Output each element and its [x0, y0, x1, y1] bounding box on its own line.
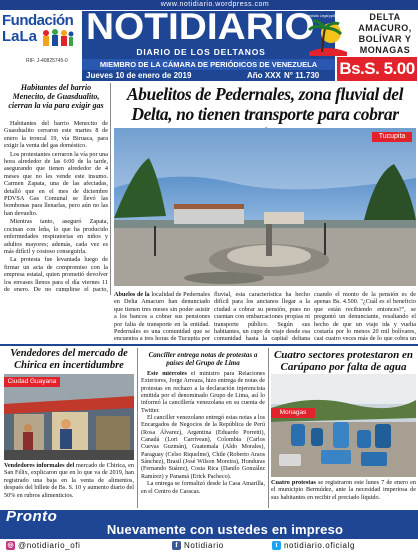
- photo-location-tag: Ciudad Guayana: [4, 377, 60, 387]
- photo-location-tag: Monagas: [271, 408, 315, 418]
- main-headline[interactable]: Abuelitos de Pedernales, zona fluvial del Delta, no tienen transporte para cobrar: [126, 84, 404, 124]
- issue-date: Jueves 10 de enero de 2019: [86, 71, 192, 80]
- bottom-right-headline[interactable]: Cuatro sectores protestaron en Carúpano por falta de agua: [273, 349, 414, 373]
- tagline: DIARIO DE LOS DELTANOS: [136, 47, 266, 57]
- section-divider: [0, 344, 418, 346]
- bottom-right-photo[interactable]: [271, 374, 416, 477]
- paragraph: El canciller venezolano entregó estas notas a los Encargados de Negocios de la República de Perú (Rosa Álvarez), Argentina (Eduardo Porretti), Canadá (Lori Carrivean), Colombia (Carlos Cuevas Guzmán), Guatemala (Aldo Morales), Paraguay (Celso Riquelme), Chile (Roberto Araos Sánchez), Brasil (José Wilson Moreira), Honduras (Fernando Suárez), Costa Rica (Danilo González Ramírez) y Panamá (Erick Pacheco).: [141, 415, 265, 480]
- left-story-body: [4, 120, 108, 292]
- twitter-handle[interactable]: notidiario.oficialg: [284, 541, 355, 550]
- price-badge: Bs.S. 5.00: [337, 57, 417, 81]
- column-text: cuando el monto de la pensión es de apenas Bs. 4.500. "¿Cuál es el beneficio que están recibiendo entonces?", se preguntó un denunciante, resaltando el hecho de que un viaje ida y vuelta costaría por lo menos 20 mil bolívares, casi cuatro veces más de lo que cobra un: [314, 291, 416, 341]
- main-story-col-3: [314, 291, 416, 341]
- lead-in: Cuatro protestas: [271, 479, 316, 486]
- region-line: BOLÍVAR Y: [358, 34, 412, 44]
- column-divider: [268, 348, 269, 508]
- website-url[interactable]: www.notidiario.wordpress.com: [160, 1, 270, 8]
- main-story-photo[interactable]: [114, 128, 416, 286]
- facebook-handle[interactable]: Notidiario: [184, 541, 224, 550]
- main-story-col-1: [114, 291, 210, 341]
- bottom-left-headline[interactable]: Vendedores del mercado de Chirica en incertidumbre: [10, 348, 128, 371]
- bottom-middle-body: [141, 371, 265, 508]
- paragraph: Los protestantes cerraron la vía por una hora alrededor de las 6:00 de la tarde, asegurando que tienen alrededor de 4 meses que no les vende este insumo. Carmen Zapata, una de las afectadas, detalló que en el mes de diciembre PDVSA Gas Comunal se llevó las bombonas para llenarlas, pero aún no las han devuelto.: [4, 150, 108, 217]
- member-line: MIEMBRO DE LA CÁMARA DE PERIÓDICOS DE VENEZUELA: [82, 59, 335, 70]
- photo-location-tag: Tucupita: [372, 132, 412, 142]
- issue-number: N° 11.730: [284, 71, 320, 80]
- paragraph: Mientras tanto, aseguró Zapata, cocinan con leña, lo que ha producido enfermedades respiratorias en niños y adultos mayores; además, cada vez es más difícil y costoso conseguirla.: [4, 218, 108, 255]
- issue-year: Año XXX: [247, 71, 281, 80]
- region-line: DELTA: [369, 12, 401, 22]
- twitter-icon[interactable]: t: [272, 541, 281, 550]
- paragraph: Habitantes del barrio Menecito de Guasdualito cerraron este martes 8 de enero la troncal 19, vía Biruaca, para exigir la venta del gas doméstico.: [4, 120, 108, 150]
- bottom-right-body: [271, 479, 416, 507]
- foundation-logo-icon: [40, 28, 74, 50]
- column-text: fluvial, esta característica ha hecho difícil para los ancianos llegar a la ciudad a cobrar su pensión, pues no cuentan con embarcaciones propias ni transporte público. Según sus habitantes, un cupo de viaje desde esa comunidad hasta la capital deltana: [214, 291, 310, 341]
- region-line: AMACURO,: [358, 23, 412, 33]
- foundation-rif: RIF: J-40825745-0: [26, 58, 68, 64]
- column-text: mercado de Chirica, en San Félix, explicaron que en lo que va de 2019, han registrado una baja en la venta de alimentos, después del billete de Bs. S. 10 y aumento diario del 50% en rubros alimenticios.: [4, 462, 134, 499]
- region-line: MONAGAS: [359, 45, 411, 55]
- left-story-headline[interactable]: Habitantes del barrio Menecito, de Guasdualito, cierran la vía para exigir gas: [8, 83, 104, 110]
- foundation-name: Fundación: [2, 12, 74, 29]
- legal-deposit: Depósito Legal pp88-5695: [305, 14, 347, 18]
- main-story-col-2: [214, 291, 310, 341]
- facebook-icon[interactable]: f: [172, 541, 181, 550]
- paragraph-text: el ministro para Relaciones Exteriores, Jorge Arreaza, hizo entrega de notas de protestas en rechazo a la declaración injerencista emitida por el denominado Grupo de Lima, así lo informó la cancillería venezolana en su cuenta de Twitter.: [141, 371, 265, 414]
- lead-in: Abuelos de la: [114, 291, 150, 298]
- instagram-icon[interactable]: ◎: [7, 541, 14, 549]
- bottom-left-body: [4, 462, 134, 506]
- promo-line: Nuevamente con ustedes en impreso: [106, 522, 344, 537]
- column-text: localidad de Pedernales en Delta Amacuro han denunciado que tienen tres meses sin poder asistir a los bancos a cobrar sus pensiones por falta de transporte en la entidad. Pedernales es una comunidad que se encuentra a tres horas de Tucupita por: [114, 291, 210, 341]
- bottom-middle-headline[interactable]: Canciller entrega notas de protestas a países del Grupo de Lima: [148, 351, 258, 367]
- foundation-name-2: LaLa: [2, 28, 38, 45]
- promo-word: Pronto: [6, 508, 58, 525]
- column-divider: [137, 348, 138, 508]
- paragraph: [141, 371, 265, 415]
- column-text: se registraron este lunes 7 de enero en el municipio Bermúdez, ante la necesidad imperiosa de sus habitantes en recibir el preciado líquido.: [271, 479, 416, 501]
- paragraph: La protesta fue levantada luego de firmar un acta de compromiso con la empresa estatal, quien prometió devolver los envases llenos para el día viernes 11 de enero. De no cumplirse el pacto,: [4, 256, 108, 292]
- lead-in: Vendedores informales del: [4, 462, 75, 469]
- palm-tree-icon: [305, 18, 349, 56]
- column-divider: [110, 83, 111, 295]
- paragraph: La entrega se formalizó desde la Casa Amarilla, en el Centro de Caracas.: [141, 481, 265, 495]
- instagram-handle[interactable]: @notidiario_ofi: [18, 541, 81, 550]
- newspaper-logo: NOTIDIARIO: [86, 6, 315, 47]
- lead-in: Este miércoles: [147, 371, 187, 377]
